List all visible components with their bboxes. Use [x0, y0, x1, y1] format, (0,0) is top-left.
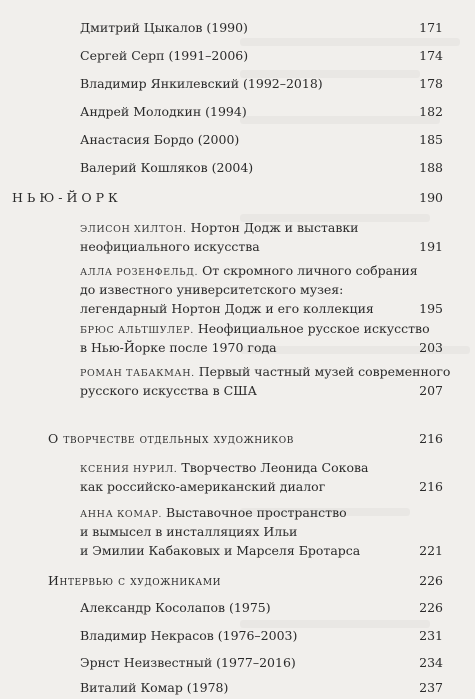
- page-number: 221: [419, 543, 443, 558]
- entry-author: ЭЛИСОН ХИЛТОН.: [80, 224, 187, 235]
- entry-author: КСЕНИЯ НУРИЛ.: [80, 464, 178, 475]
- entry-title: [80, 160, 253, 175]
- entry-title-text: Выставочное пространство: [166, 505, 347, 520]
- entry-title-text: Творчество Леонида Сокова: [181, 460, 369, 475]
- page-number: 171: [419, 20, 443, 35]
- show-through-mark: [240, 116, 440, 124]
- entry-title: [80, 76, 323, 91]
- entry-title-text: Неофициальное русское искусство: [197, 321, 430, 336]
- entry-author: РОМАН ТАБАКМАН.: [80, 368, 195, 379]
- show-through-mark: [240, 620, 430, 628]
- page-number: 191: [419, 239, 443, 254]
- page-number: 178: [419, 76, 443, 91]
- entry-title-continued: [80, 282, 343, 297]
- entry-title-text: Владимир Некрасов (1976–2003): [80, 628, 298, 643]
- page-number: 182: [419, 104, 443, 119]
- part-title: НЬЮ-ЙОРК: [12, 190, 122, 205]
- page-number: 237: [419, 680, 443, 695]
- entry-title-continued: [80, 479, 325, 494]
- entry-title: [80, 20, 248, 35]
- entry-title-continued: [80, 543, 360, 558]
- page-number: 207: [419, 383, 443, 398]
- entry-title-text: Валерий Кошляков (2004): [80, 160, 254, 175]
- section-title: О творчестве отдельных художников: [48, 431, 294, 446]
- entry-title-text: Александр Косолапов (1975): [80, 600, 271, 615]
- show-through-mark: [240, 38, 460, 46]
- entry-author: АЛЛА РОЗЕНФЕЛЬД.: [80, 267, 199, 278]
- entry-title-text: Дмитрий Цыкалов (1990): [80, 20, 248, 35]
- entry-title-text: легендарный Нортон Додж и его коллекция: [80, 301, 374, 316]
- entry-title-text: неофициального искусства: [80, 239, 260, 254]
- entry-title-text: и Эмилии Кабаковых и Марселя Бротарса: [80, 543, 361, 558]
- page-number: 190: [419, 190, 443, 205]
- entry-title-text: как российско-американский диалог: [80, 479, 326, 494]
- entry-title-text: Первый частный музей современного: [198, 364, 451, 379]
- entry-title-continued: [80, 340, 277, 355]
- entry-title-text: Виталий Комар (1978): [80, 680, 229, 695]
- entry-title: [80, 655, 296, 670]
- entry-author: АННА КОМАР.: [80, 509, 163, 520]
- entry-title-text: Анастасия Бордо (2000): [80, 132, 240, 147]
- page-number: 185: [419, 132, 443, 147]
- entry-title-continued: [80, 524, 297, 539]
- entry-title: [80, 628, 297, 643]
- page-number: 174: [419, 48, 443, 63]
- page-number: 226: [419, 573, 443, 588]
- page-number: 188: [419, 160, 443, 175]
- entry-title: [80, 680, 228, 695]
- section-title: Интервью с художниками: [48, 573, 222, 588]
- entry-title: [80, 132, 239, 147]
- page-number: 216: [419, 479, 443, 494]
- entry-title: [80, 263, 418, 280]
- entry-title-text: Андрей Молодкин (1994): [80, 104, 247, 119]
- entry-title: [80, 48, 248, 63]
- entry-title-text: русского искусства в США: [80, 383, 257, 398]
- entry-title: [80, 220, 359, 237]
- entry-title-text: Нортон Додж и выставки: [190, 220, 359, 235]
- entry-author: БРЮС АЛЬТШУЛЕР.: [80, 325, 194, 336]
- entry-title-text: От скромного личного собрания: [202, 263, 418, 278]
- entry-title-text: до известного университетского музея:: [80, 282, 344, 297]
- page-number: 216: [419, 431, 443, 446]
- entry-title: [80, 364, 450, 381]
- entry-title: [80, 104, 247, 119]
- entry-title-text: и вымысел в инсталляциях Ильи: [80, 524, 298, 539]
- page-number: 226: [419, 600, 443, 615]
- entry-title-text: Эрнст Неизвестный (1977–2016): [80, 655, 296, 670]
- entry-title-continued: [80, 383, 257, 398]
- entry-title-text: в Нью-Йорке после 1970 года: [80, 340, 277, 355]
- entry-title-text: Владимир Янкилевский (1992–2018): [80, 76, 323, 91]
- entry-title: [80, 600, 271, 615]
- entry-title: [80, 460, 368, 477]
- entry-title-text: Сергей Серп (1991–2006): [80, 48, 249, 63]
- entry-title: [80, 505, 347, 522]
- page-number: 195: [419, 301, 443, 316]
- page-number: 231: [419, 628, 443, 643]
- page-number: 203: [419, 340, 443, 355]
- entry-title-continued: [80, 301, 374, 316]
- entry-title: [80, 321, 430, 338]
- page-number: 234: [419, 655, 443, 670]
- entry-title-continued: [80, 239, 260, 254]
